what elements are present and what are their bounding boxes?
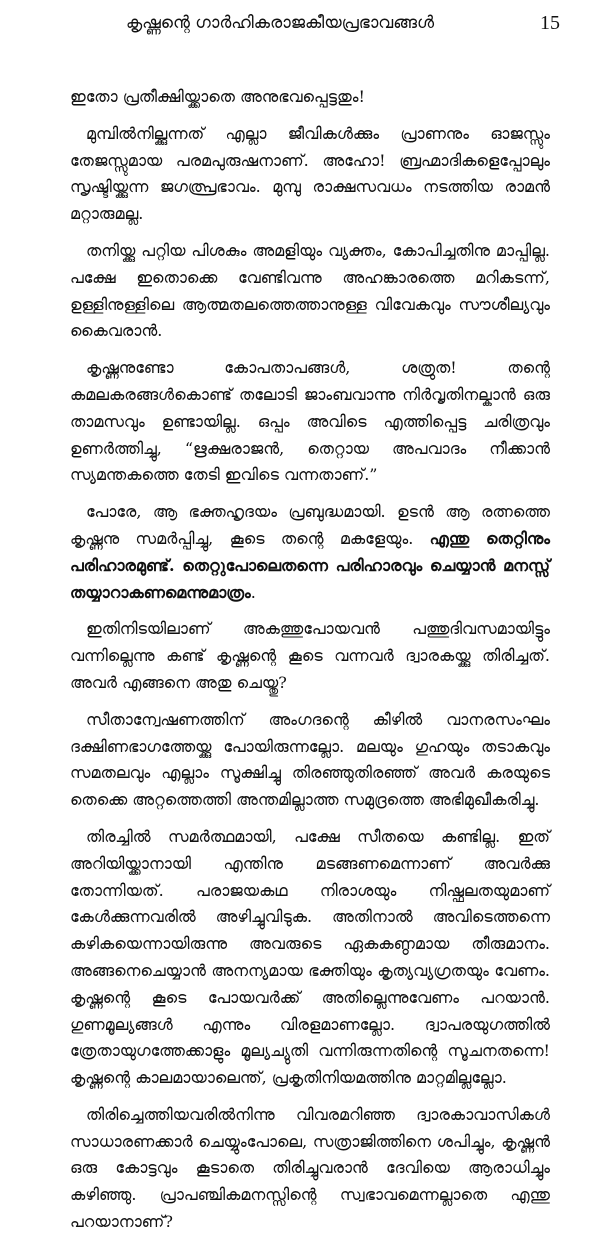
paragraph-6: ഇതിനിടയിലാണ് അകത്തുപോയവൻ പത്തുദിവസമായിട്ടും വന്നില്ലെന്നു കണ്ട് കൃഷ്ണന്റെ കൂടെ വന്നവർ ദ്വാരകയ്ക്കു തിരിച്ചത്. അവർ എങ്ങനെ അതു ചെയ്തു? [70,619,550,692]
paragraph-5-end: . [250,582,256,602]
body-text [70,84,550,1236]
paragraph-8: തിരച്ചിൽ സമർത്ഥമായി, പക്ഷേ സീതയെ കണ്ടില്ല. ഇത് അറിയിയ്ക്കാനായി എന്തിനു മടങ്ങണമെന്നാണ് അവർക്കു തോന്നിയത്. പരാജയകഥ നിരാശയും നിഷ്ഫലതയുമാണ് കേൾക്കുന്നവരിൽ അഴിച്ചുവിടുക. അതിനാൽ അവിടെത്തന്നെ കഴികയെന്നായിരുന്നു അവരുടെ ഏകകണ്ഠമായ തീരുമാനം. അങ്ങനെചെയ്യാൻ അനന്യമായ ഭക്തിയും കൃത്യവ്യഗ്രതയും വേണം. കൃഷ്ണന്റെ കൂടെ പോയവർക്ക് അതില്ലെന്നുവേണം പറയാൻ. ഗുണമൂല്യങ്ങൾ എന്നും വിരളമാണല്ലോ. ദ്വാപരയുഗത്തിൽ ത്രേതായുഗത്തേക്കാളും മൂല്യച്യുതി വന്നിരുന്നതിന്റെ സൂചനതന്നെ! കൃഷ്ണന്റെ കാലമായാലെന്ത്, പ്രകൃതിനിയമത്തിനു മാറ്റമില്ലല്ലോ. [70,826,550,1088]
page-number: 15 [540,12,560,34]
running-title: കൃഷ്ണന്റെ ഗാർഹികരാജകീയപ്രഭാവങ്ങൾ [125,13,435,33]
paragraph-3: തനിയ്ക്കു പറ്റിയ പിശകും അമളിയും വ്യക്തം, കോപിച്ചതിനു മാപ്പില്ല. പക്ഷേ ഇതൊക്കെ വേണ്ടിവന്നു അഹങ്കാരത്തെ മറികടന്ന്, ഉള്ളിനുള്ളിലെ ആത്മതലത്തെത്താനുള്ള വിവേകവും സൗശീല്യവും കൈവരാൻ. [70,240,550,341]
paragraph-7: സീതാന്വേഷണത്തിന് അംഗദന്റെ കീഴിൽ വാനരസംഘം ദക്ഷിണഭാഗത്തേയ്ക്കു പോയിരുന്നല്ലോ. മലയും ഗുഹയും തടാകവും സമതലവും എല്ലാം സൂക്ഷിച്ചു തിരഞ്ഞുതിരഞ്ഞ് അവർ കരയുടെ തെക്കെ അറ്റത്തെത്തി അന്തമില്ലാത്ത സമുദ്രത്തെ അഭിമുഖീകരിച്ചു. [70,709,550,810]
paragraph-5-bold-text: എന്തു തെറ്റിനും പരിഹാരമുണ്ട്. തെറ്റുപോലെതന്നെ പരിഹാരവും ചെയ്യാൻ മനസ്സ് തയ്യാറാകണമെന്നുമാത്രം [70,528,550,602]
paragraph-5 [70,499,550,606]
paragraph-1: ഇതോ പ്രതീക്ഷിയ്ക്കാതെ അനുഭവപ്പെട്ടതും! [70,87,365,106]
paragraph-5-text: പോരേ, ആ ഭക്തഹൃദയം പ്രബുദ്ധമായി. ഉടൻ ആ രത്നത്തെ കൃഷ്ണനു സമർപ്പിച്ചു, കൂടെ തന്റെ മകളേയും. [70,502,550,548]
page-header [60,8,560,38]
paragraph-9: തിരിച്ചെത്തിയവരിൽനിന്നു വിവരമറിഞ്ഞ ദ്വാരകാവാസികൾ സാധാരണക്കാർ ചെയ്യുംപോലെ, സത്രാജിത്തിനെ ശപിച്ചും, കൃഷ്ണൻ ഒരു കോട്ടവും കൂടാതെ തിരിച്ചുവരാൻ ദേവിയെ ആരാധിച്ചും കഴിഞ്ഞു. പ്രാപഞ്ചികമനസ്സിന്റെ സ്വഭാവമെന്നല്ലാതെ എന്തു പറയാനാണ്? [70,1104,550,1232]
paragraph-2: മുമ്പിൽനില്ക്കുന്നത് എല്ലാ ജീവികൾക്കും പ്രാണനും ഓജസ്സും തേജസ്സുമായ പരമപുരുഷനാണ്. അഹോ! ബ്രഹ്മാദികളെപ്പോലും സൃഷ്ടിയ്ക്കുന്ന ജഗത്പ്രഭാവം. മുമ്പു രാക്ഷസവധം നടത്തിയ രാമൻ മറ്റാരുമല്ല. [70,123,550,224]
paragraph-4: കൃഷ്ണനുണ്ടോ കോപതാപങ്ങൾ, ശത്രുത! തന്റെ കമലകരങ്ങൾകൊണ്ട് തലോടി ജാംബവാന്നു നിർവൃതിനല്കാൻ ഒരു താമസവും ഉണ്ടായില്ല. ഒപ്പം അവിടെ എത്തിപ്പെട്ട ചരിത്രവും ഉണർത്തിച്ചു, “ഋക്ഷരാജൻ, തെറ്റായ അപവാദം നീക്കാൻ സ്യമന്തകത്തെ തേടി ഇവിടെ വന്നതാണ്.” [70,358,550,485]
